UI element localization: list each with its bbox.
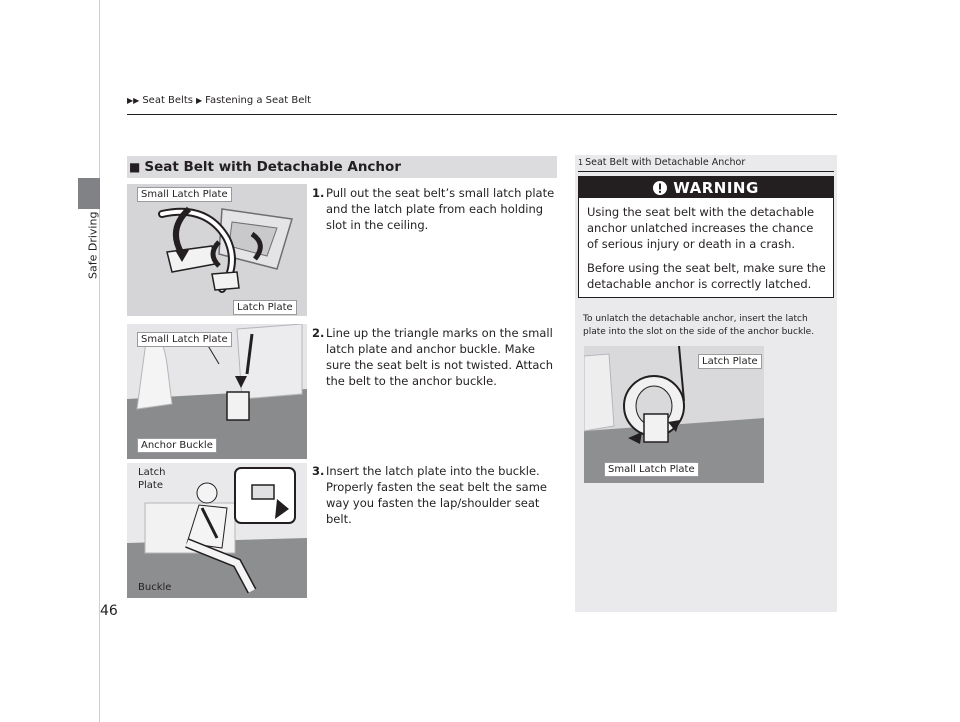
- warning-icon: [653, 181, 667, 195]
- figure-label: Latch Plate: [698, 354, 762, 369]
- figure-label: Latch Plate: [138, 467, 166, 491]
- breadcrumb-arrow-icon: ▶▶: [127, 96, 140, 105]
- step-number: 3.: [312, 464, 325, 478]
- breadcrumb-item[interactable]: Fastening a Seat Belt: [205, 95, 312, 106]
- figure-label: Small Latch Plate: [604, 462, 699, 477]
- figure-unlatch-anchor: [584, 346, 764, 483]
- step-number: 2.: [312, 326, 325, 340]
- figure-label: Buckle: [138, 582, 172, 593]
- instruction-step: [312, 325, 560, 389]
- sidebar-section-label: Safe Driving: [86, 211, 100, 279]
- figure-anchor-buckle: [127, 324, 307, 459]
- header-rule: [127, 114, 837, 115]
- ceiling-latch-illustration: [127, 184, 307, 316]
- warning-header: [579, 177, 833, 198]
- breadcrumb: [127, 95, 311, 106]
- sidebar-section-marker: [78, 178, 100, 209]
- instruction-step: [312, 463, 560, 527]
- instruction-step: [312, 185, 560, 233]
- section-header: [127, 156, 557, 178]
- section-title: Seat Belt with Detachable Anchor: [144, 159, 401, 175]
- figure-label: Anchor Buckle: [137, 438, 217, 453]
- warning-text: Using the seat belt with the detachable anchor unlatched increases the chance of serious injury or death in a crash.: [587, 205, 815, 251]
- side-panel-title: [578, 157, 745, 168]
- step-text: Insert the latch plate into the buckle. Properly fasten the seat belt the same way you fasten the lap/shoulder seat belt.: [326, 464, 548, 526]
- figure-label: Small Latch Plate: [137, 187, 232, 202]
- side-panel-rule: [578, 171, 834, 172]
- square-bullet-icon: ■: [129, 160, 141, 174]
- step-text: Line up the triangle marks on the small latch plate and anchor buckle. Make sure the seat belt is not twisted. Attach the belt to the anchor buckle.: [326, 326, 553, 388]
- step-number: 1.: [312, 186, 325, 200]
- figure-label: Latch Plate: [233, 300, 297, 315]
- side-panel-title-text: Seat Belt with Detachable Anchor: [585, 157, 746, 168]
- breadcrumb-arrow-icon: ▶: [195, 96, 203, 105]
- unlatch-note: To unlatch the detachable anchor, insert the latch plate into the slot on the side of the anchor buckle.: [583, 314, 815, 337]
- figure-ceiling-latch: [127, 184, 307, 316]
- warning-text: Before using the seat belt, make sure the detachable anchor is correctly latched.: [587, 261, 826, 291]
- step-text: Pull out the seat belt’s small latch plate and the latch plate from each holding slot in the ceiling.: [326, 186, 555, 232]
- figure-label: Small Latch Plate: [137, 332, 232, 347]
- page-number: 46: [100, 603, 118, 619]
- info-icon: 1: [578, 158, 584, 167]
- breadcrumb-item[interactable]: Seat Belts: [142, 95, 193, 106]
- figure-fasten-buckle: [127, 463, 307, 598]
- warning-heading: WARNING: [673, 178, 759, 197]
